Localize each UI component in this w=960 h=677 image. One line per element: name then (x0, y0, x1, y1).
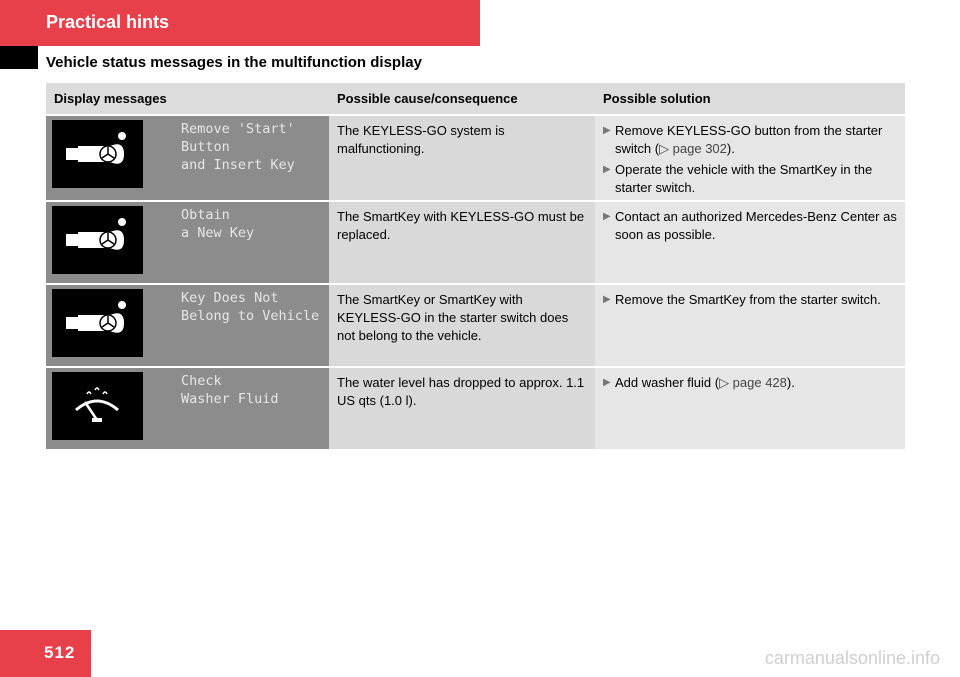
cause-cell: The water level has dropped to approx. 1.1 US qts (1.0 l). (329, 367, 595, 449)
arrow-right-icon: ▶ (603, 377, 611, 388)
page-number: 512 (44, 643, 76, 662)
display-message-text: Check Washer Fluid (181, 373, 279, 407)
key-icon (52, 289, 143, 357)
arrow-right-icon: ▶ (603, 125, 611, 136)
key-icon (52, 120, 143, 188)
table-row (46, 284, 905, 367)
arrow-right-icon: ▶ (603, 164, 611, 175)
solution-item: ▶ Remove the SmartKey from the starter switch. (603, 292, 881, 307)
cause-cell: The SmartKey or SmartKey with KEYLESS-GO in the starter switch does not belong to the vehicle. (329, 284, 595, 367)
page-header-title: Practical hints (46, 12, 170, 32)
solution-cell (595, 367, 905, 449)
display-cell (46, 115, 329, 201)
table-header-row (46, 83, 905, 115)
section-marker (0, 46, 38, 69)
display-message-text: Key Does Not Belong to Vehicle (181, 290, 320, 324)
solution-item: ▶ Remove KEYLESS-GO button from the starter switch (▷ page 302). (603, 123, 883, 156)
table-row (46, 115, 905, 201)
page-reference[interactable]: ▷ page 428 (719, 375, 787, 390)
watermark: carmanualsonline.info (764, 648, 940, 668)
solution-item: ▶ Operate the vehicle with the SmartKey in the starter switch. (603, 162, 873, 195)
display-cell (46, 367, 329, 449)
solution-cell (595, 115, 905, 201)
cause-cell: The SmartKey with KEYLESS-GO must be replaced. (329, 201, 595, 284)
solution-cell (595, 201, 905, 284)
table-row (46, 201, 905, 284)
solution-item: ▶ Add washer fluid (▷ page 428). (603, 375, 795, 390)
column-header-cause: Possible cause/consequence (329, 83, 595, 115)
display-cell (46, 201, 329, 284)
column-header-solution: Possible solution (595, 83, 905, 115)
cause-cell: The KEYLESS-GO system is malfunctioning. (329, 115, 595, 201)
display-cell (46, 284, 329, 367)
column-header-display: Display messages (46, 83, 329, 115)
status-messages-table (46, 83, 905, 449)
solution-item: ▶ Contact an authorized Mercedes-Benz Center as soon as possible. (603, 209, 897, 242)
table-row (46, 367, 905, 449)
solution-cell (595, 284, 905, 367)
section-title: Vehicle status messages in the multifunction display (46, 54, 422, 71)
key-icon (52, 206, 143, 274)
washer-fluid-icon (52, 372, 143, 440)
arrow-right-icon: ▶ (603, 294, 611, 305)
page-reference[interactable]: ▷ page 302 (659, 141, 727, 156)
arrow-right-icon: ▶ (603, 211, 611, 222)
display-message-text: Obtain a New Key (181, 207, 255, 241)
display-message-text: Remove 'Start' Button and Insert Key (181, 121, 295, 173)
